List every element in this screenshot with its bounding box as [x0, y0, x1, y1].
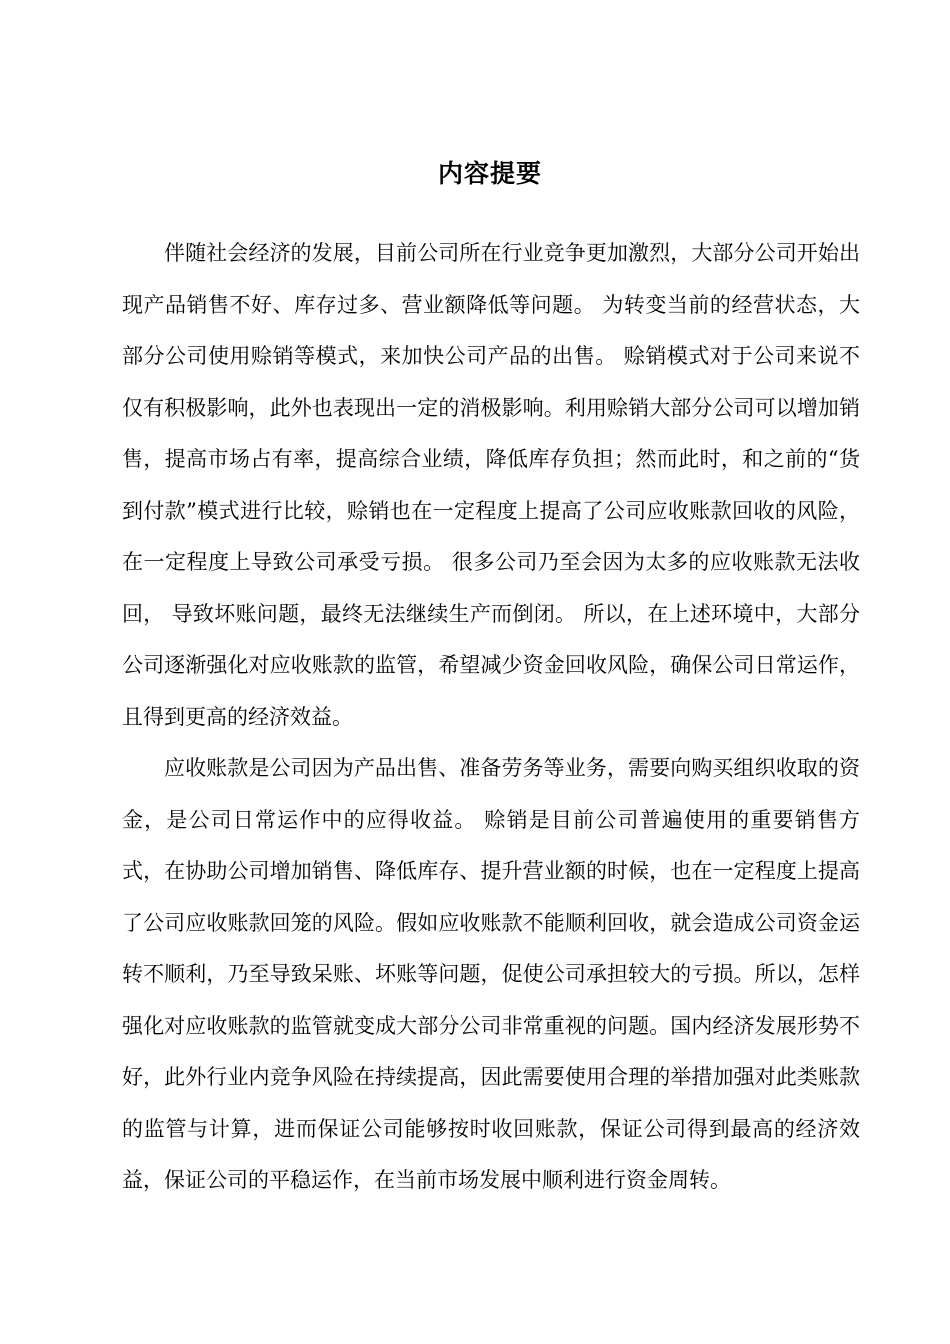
paragraph: 伴随社会经济的发展，目前公司所在行业竞争更加激烈，大部分公司开始出现产品销售不好、库存过多、营业额降低等问题。 为转变当前的经营状态，大部分公司使用赊销等模式，来加快公司产品的出售。 赊销模式对于公司来说不仅有积极影响，此外也表现出一定的消极影响。利用赊销大部分公司可以增加销售，提高市场占有率，提高综合业绩，降低库存负担；然而此时，和之前的“货到付款”模式进行比较，赊销也在一定程度上提高了公司应收账款回收的风险，在一定程度上导致公司承受亏损。 很多公司乃至会因为太多的应收账款无法收回， 导致坏账问题，最终无法继续生产而倒闭。 所以，在上述环境中，大部分公司逐渐强化对应收账款的监管，希望减少资金回收风险，确保公司日常运作，且得到更高的经济效益。	[122, 241, 860, 729]
document-body	[122, 228, 860, 1207]
page-title: 内容提要	[437, 159, 542, 188]
paragraph: 应收账款是公司因为产品出售、准备劳务等业务，需要向购买组织收取的资金，是公司日常运作中的应得收益。 赊销是目前公司普遍使用的重要销售方式，在协助公司增加销售、降低库存、提升营业额的时候，也在一定程度上提高了公司应收账款回笼的风险。假如应收账款不能顺利回收，就会造成公司资金运转不顺利，乃至导致呆账、坏账等问题，促使公司承担较大的亏损。所以，怎样强化对应收账款的监管就变成大部分公司非常重视的问题。国内经济发展形势不好，此外行业内竞争风险在持续提高，因此需要使用合理的举措加强对此类账款的监管与计算，进而保证公司能够按时收回账款，保证公司得到最高的经济效益，保证公司的平稳运作，在当前市场发展中顺利进行资金周转。	[122, 756, 860, 1192]
